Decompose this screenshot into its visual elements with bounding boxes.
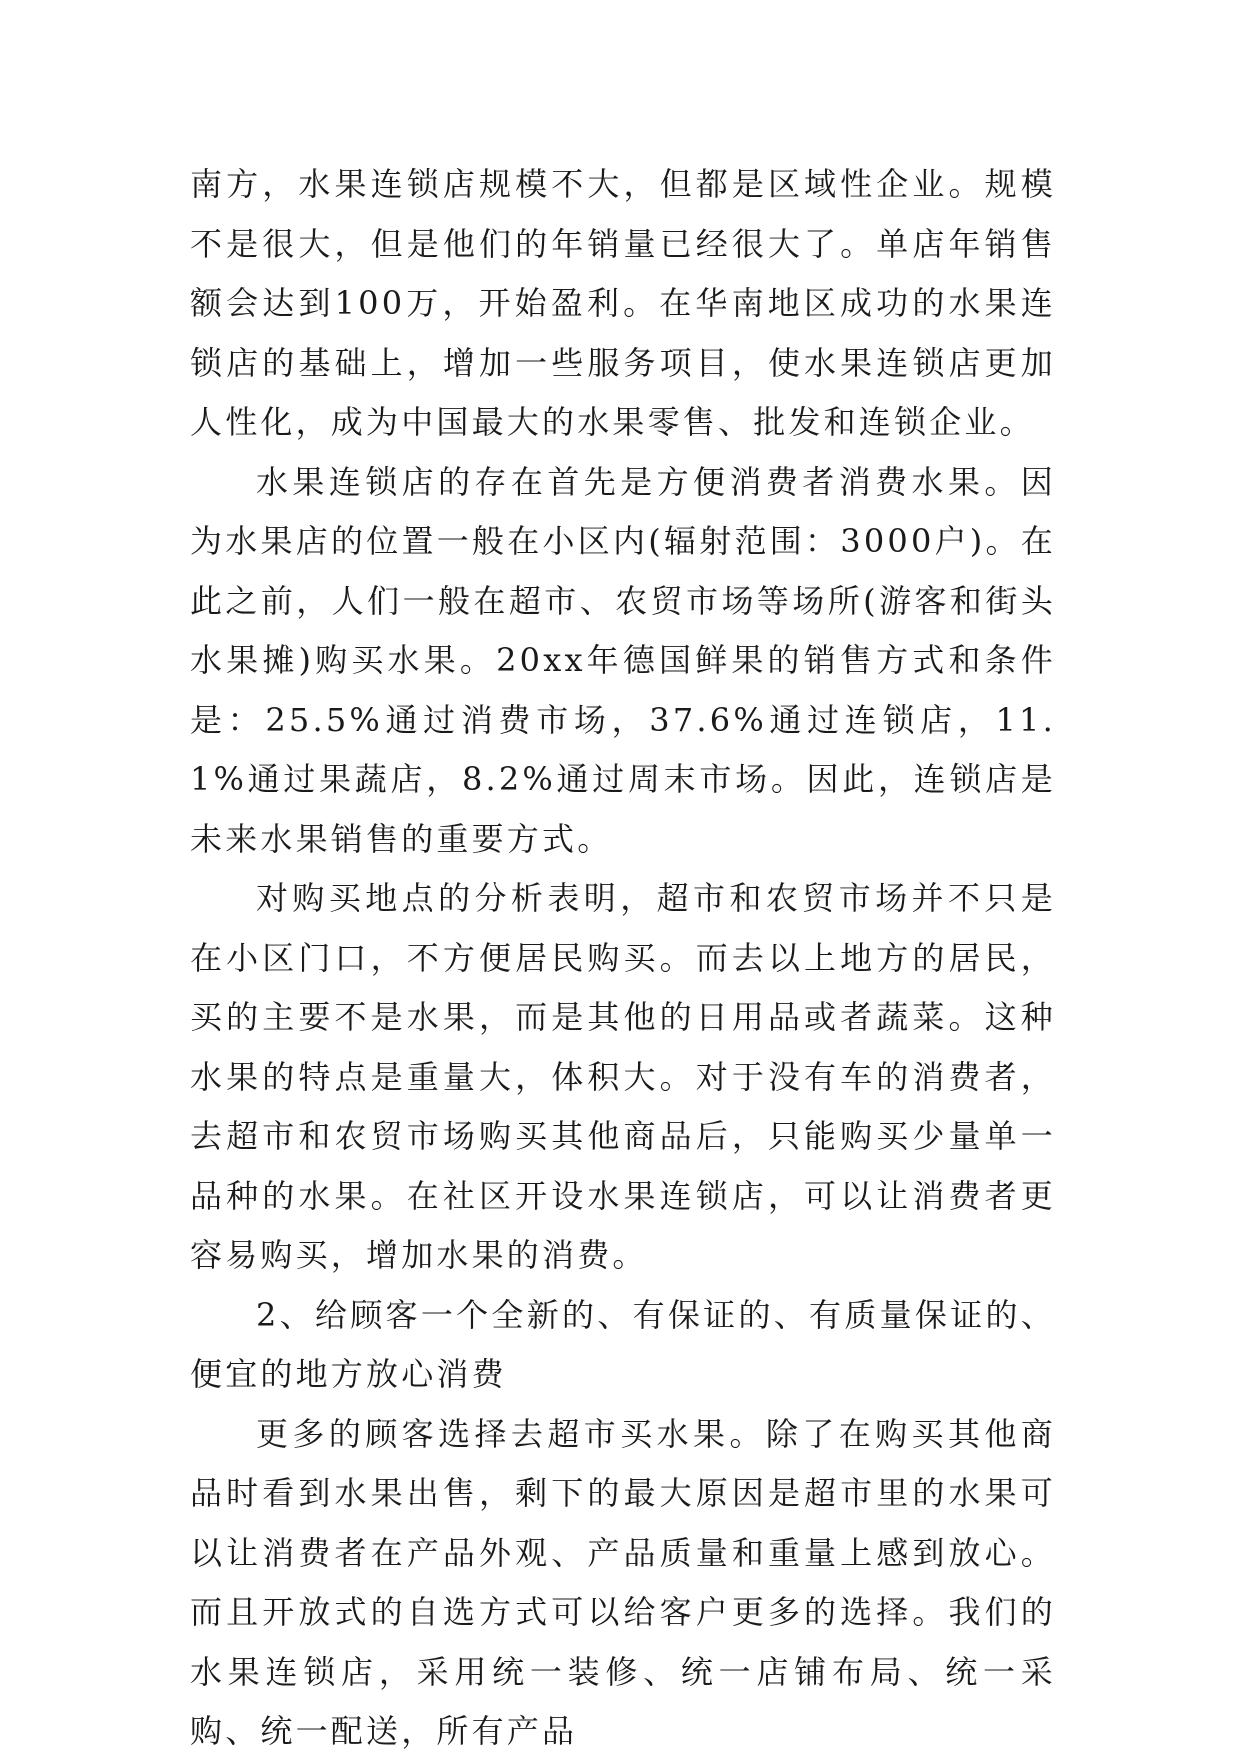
section-heading: 2、给顾客一个全新的、有保证的、有质量保证的、便宜的地方放心消费 (190, 1295, 1056, 1393)
paragraph: 对购买地点的分析表明，超市和农贸市场并不只是在小区门口，不方便居民购买。而去以上地方的居民，买的主要不是水果，而是其他的日用品或者蔬菜。这种水果的特点是重量大，体积大。对于没有车的消费者，去超市和农贸市场购买其他商品后，只能购买少量单一品种的水果。在社区开设水果连锁店，可以让消费者更容易购买，增加水果的消费。 (190, 879, 1056, 1274)
paragraph: 南方，水果连锁店规模不大，但都是区域性企业。规模不是很大，但是他们的年销量已经很大了。单店年销售额会达到100万，开始盈利。在华南地区成功的水果连锁店的基础上，增加一些服务项目，使水果连锁店更加人性化，成为中国最大的水果零售、批发和连锁企业。 (190, 165, 1056, 441)
paragraph: 水果连锁店的存在首先是方便消费者消费水果。因为水果店的位置一般在小区内(辐射范围：3000户)。在此之前，人们一般在超市、农贸市场等场所(游客和街头水果摊)购买水果。20xx年德国鲜果的销售方式和条件是：25.5%通过消费市场，37.6%通过连锁店，11.1%通过果蔬店，8.2%通过周末市场。因此，连锁店是未来水果销售的重要方式。 (190, 462, 1056, 858)
document-body (190, 155, 1056, 1762)
paragraph: 更多的顾客选择去超市买水果。除了在购买其他商品时看到水果出售，剩下的最大原因是超市里的水果可以让消费者在产品外观、产品质量和重量上感到放心。而且开放式的自选方式可以给客户更多的选择。我们的水果连锁店，采用统一装修、统一店铺布局、统一采购、统一配送，所有产品 (190, 1414, 1056, 1750)
